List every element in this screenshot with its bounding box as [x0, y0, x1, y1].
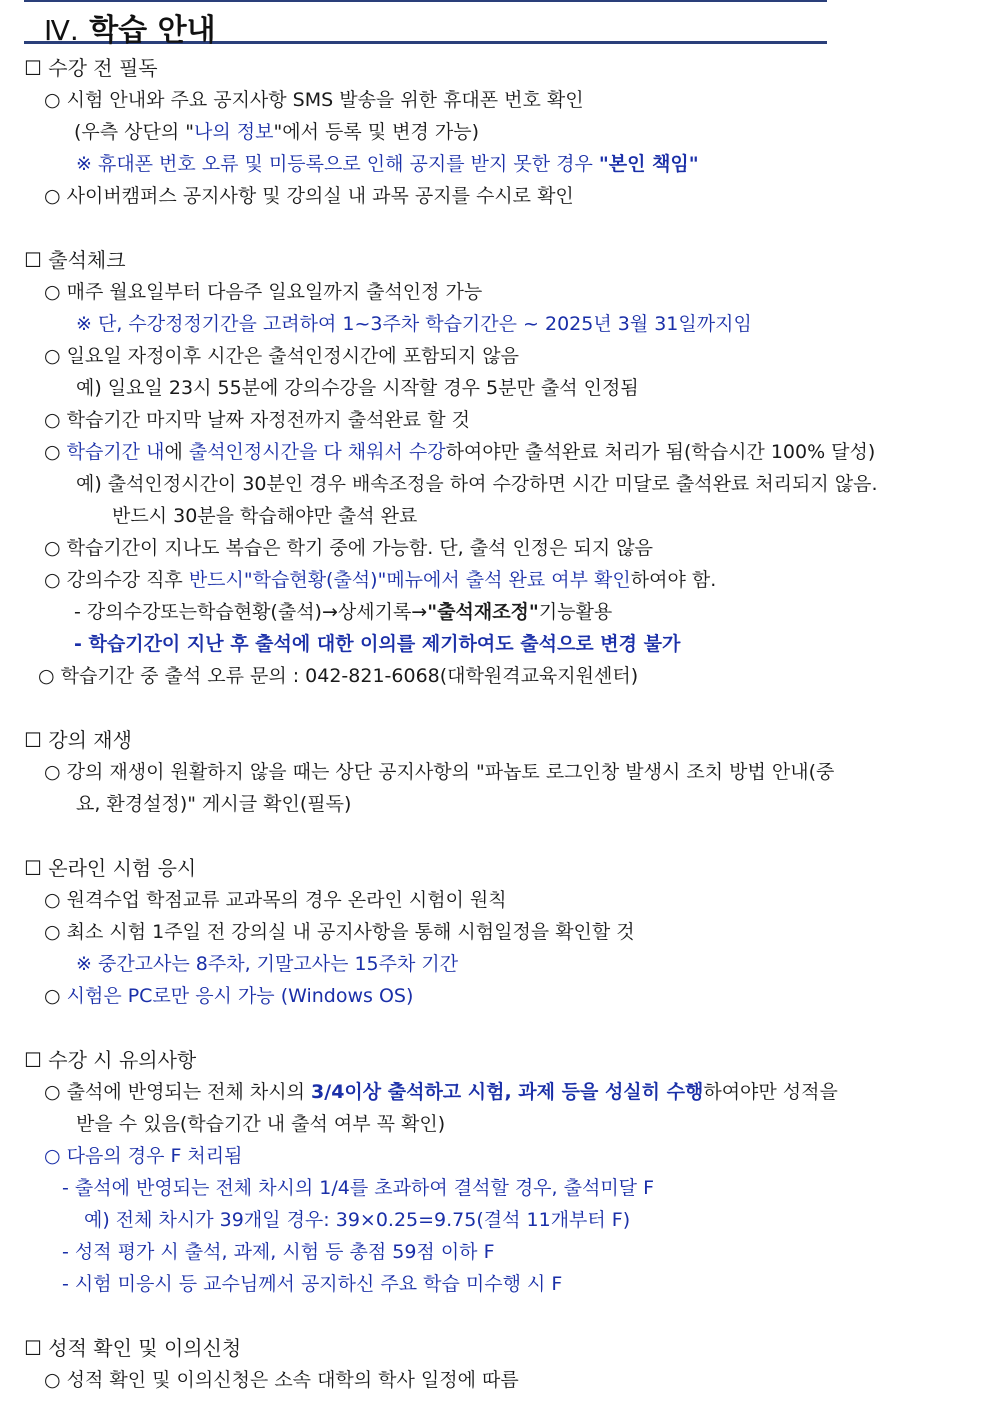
item-grade-requirement: ○ 출석에 반영되는 전체 차시의 3/4이상 출석하고 시험, 과제 등을 성실히 수행하여야만 성적을 — [44, 1081, 838, 1103]
example-speed-adjust-cont: 반드시 30분을 학습해야만 출석 완료 — [112, 505, 418, 527]
item-grade-requirement-cont: 받을 수 있음(학습기간 내 출석 여부 꼭 확인) — [76, 1113, 446, 1135]
item-attendance-contact: ○ 학습기간 중 출석 오류 문의 : 042-821-6068(대학원격교육지원센터) — [38, 665, 639, 687]
item-midnight-rule: ○ 일요일 자정이후 시간은 출석인정시간에 포함되지 않음 — [44, 345, 519, 367]
own-responsibility-text: "본인 책임" — [598, 153, 699, 175]
item-review-allowed: ○ 학습기간이 지나도 복습은 학기 중에 가능함. 단, 출석 인정은 되지 않음 — [44, 537, 654, 559]
section-title: 학습 안내 — [89, 13, 216, 48]
item-pc-only: ○ 시험은 PC로만 응시 가능 (Windows OS) — [44, 985, 414, 1007]
item-f-cases: ○ 다음의 경우 F 처리됨 — [44, 1145, 243, 1167]
heading-online-exam: ☐ 온라인 시험 응시 — [24, 856, 197, 880]
sub-item-missed-exam-f: - 시험 미응시 등 교수님께서 공지하신 주요 학습 미수행 시 F — [62, 1273, 563, 1295]
item-playback-issue-cont: 요, 환경설정)" 게시글 확인(필독) — [76, 793, 352, 815]
section-title-bar — [24, 0, 827, 48]
heading-precautions: ☐ 수강 시 유의사항 — [24, 1048, 197, 1072]
example-39-sessions: 예) 전체 차시가 39개일 경우: 39×0.25=9.75(결석 11개부터 F) — [84, 1209, 631, 1231]
item-attendance-period: ○ 매주 월요일부터 다음주 일요일까지 출석인정 가능 — [44, 281, 483, 303]
note-exam-weeks: ※ 중간고사는 8주차, 기말고사는 15주차 기간 — [76, 953, 459, 975]
item-online-exam-principle: ○ 원격수업 학점교류 교과목의 경우 온라인 시험이 원칙 — [44, 889, 507, 911]
example-speed-adjust: 예) 출석인정시간이 30분인 경우 배속조정을 하여 수강하면 시간 미달로 출석완료 처리되지 않음. — [76, 473, 878, 495]
heading-lecture-playback: ☐ 강의 재생 — [24, 728, 132, 752]
item-my-info-note: (우측 상단의 "나의 정보"에서 등록 및 변경 가능) — [74, 121, 479, 143]
sub-item-absence-f: - 출석에 반영되는 전체 차시의 1/4를 초과하여 결석할 경우, 출석미달 F — [62, 1177, 655, 1199]
item-check-status-menu: ○ 강의수강 직후 반드시"학습현황(출석)"메뉴에서 출석 완료 여부 확인하여야 함. — [44, 569, 717, 591]
item-cybercampus-notice: ○ 사이버캠퍼스 공지사항 및 강의실 내 과목 공지를 수시로 확인 — [44, 185, 574, 207]
sub-item-readjust-feature: - 강의수강또는학습현황(출석)→상세기록→"출석재조정"기능활용 — [74, 601, 613, 623]
item-grade-appeal-schedule: ○ 성적 확인 및 이의신청은 소속 대학의 학사 일정에 따름 — [44, 1369, 519, 1391]
note-phone-responsibility: ※ 휴대폰 번호 오류 및 미등록으로 인해 공지를 받지 못한 경우 "본인 책임" — [76, 153, 699, 175]
item-sms-phone-check: ○ 시험 안내와 주요 공지사항 SMS 발송을 위한 휴대폰 번호 확인 — [44, 89, 584, 111]
my-info-link-text: 나의 정보 — [194, 121, 274, 143]
item-last-day-deadline: ○ 학습기간 마지막 날짜 자정전까지 출석완료 할 것 — [44, 409, 470, 431]
heading-pre-study: ☐ 수강 전 필독 — [24, 56, 158, 80]
section-number: Ⅳ. — [44, 14, 79, 47]
item-full-time-required: ○ 학습기간 내에 출석인정시간을 다 채워서 수강하여야만 출석완료 처리가 됨(학습시간 100% 달성) — [44, 441, 876, 463]
heading-attendance: ☐ 출석체크 — [24, 248, 126, 272]
note-correction-period: ※ 단, 수강정정기간을 고려하여 1~3주차 학습기간은 ~ 2025년 3월 31일까지임 — [76, 313, 752, 335]
page-title — [44, 5, 216, 49]
heading-grade-appeal: ☐ 성적 확인 및 이의신청 — [24, 1336, 242, 1360]
sub-item-score-f: - 성적 평가 시 출석, 과제, 시험 등 총점 59점 이하 F — [62, 1241, 495, 1263]
item-exam-schedule-check: ○ 최소 시험 1주일 전 강의실 내 공지사항을 통해 시험일정을 확인할 것 — [44, 921, 635, 943]
sub-item-no-change-after-period: - 학습기간이 지난 후 출석에 대한 이의를 제기하여도 출석으로 변경 불가 — [74, 633, 681, 655]
item-playback-issue: ○ 강의 재생이 원활하지 않을 때는 상단 공지사항의 "파놉토 로그인창 발생시 조치 방법 안내(중 — [44, 761, 835, 783]
example-sunday-2355: 예) 일요일 23시 55분에 강의수강을 시작할 경우 5분만 출석 인정됨 — [76, 377, 639, 399]
